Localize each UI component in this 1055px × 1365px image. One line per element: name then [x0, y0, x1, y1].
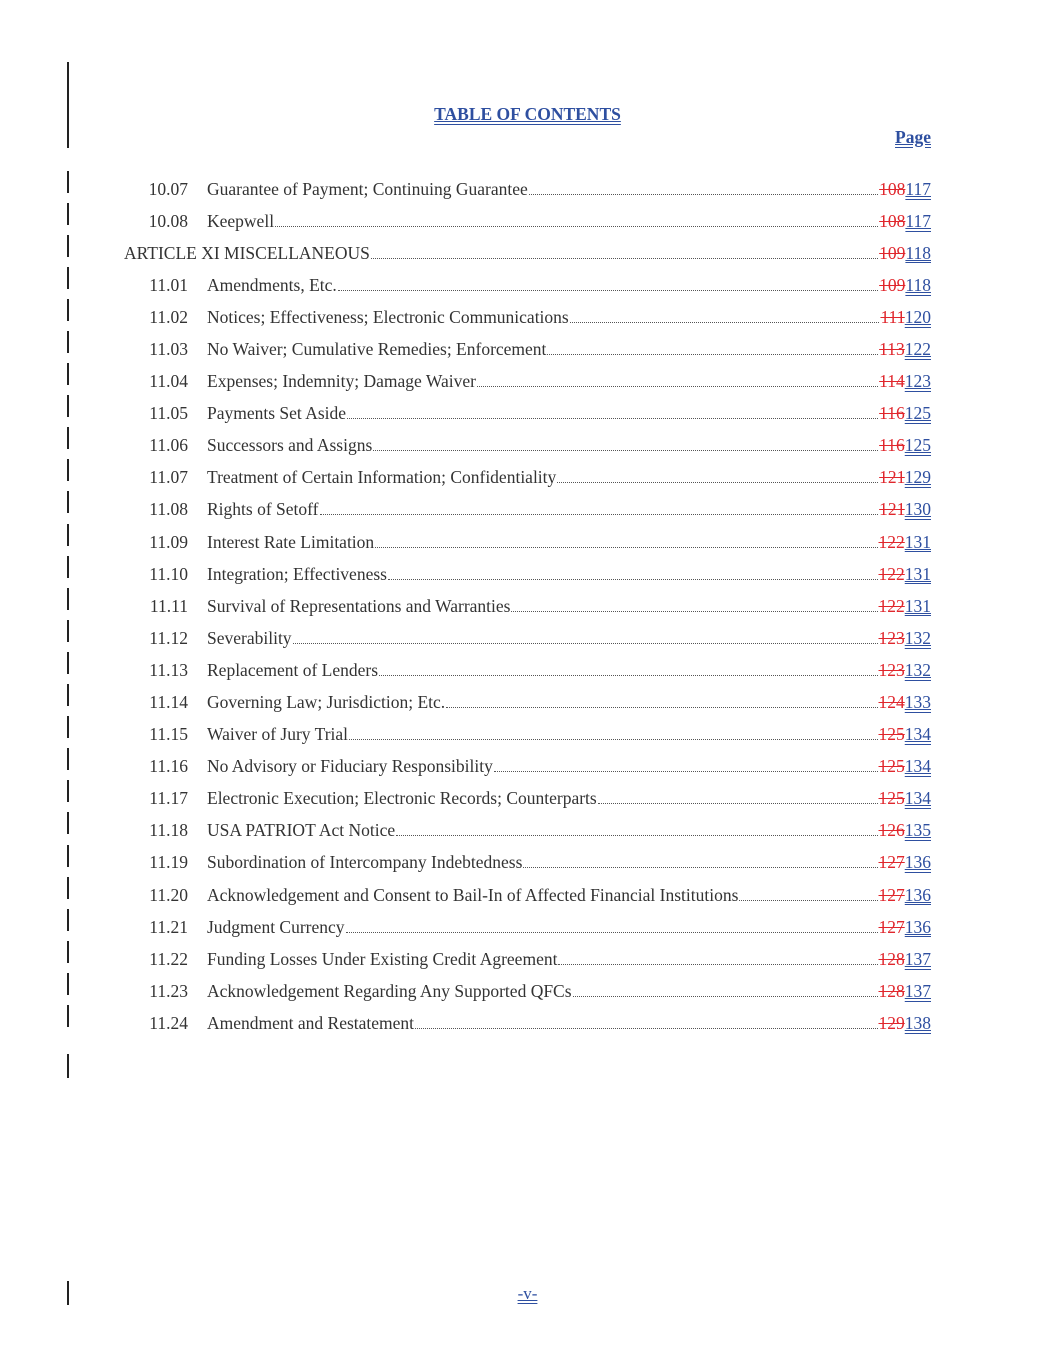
section-number: 11.19 — [149, 852, 188, 873]
page-reference — [879, 178, 931, 200]
section-number: 11.07 — [149, 467, 188, 488]
toc-entry[interactable] — [124, 873, 931, 905]
page-reference — [880, 306, 931, 328]
inserted-page-number: 133 — [904, 692, 931, 712]
section-title: Rights of Setoff — [207, 499, 319, 520]
change-bar — [67, 620, 69, 642]
deleted-page-number: 123 — [878, 659, 905, 680]
dot-leader — [573, 995, 878, 997]
change-bar — [67, 780, 69, 802]
inserted-page-number: 118 — [905, 274, 931, 295]
inserted-page-number: 138 — [904, 1012, 931, 1033]
section-number: 10.08 — [148, 211, 188, 232]
dot-leader — [529, 193, 878, 195]
section-title: Amendment and Restatement — [207, 1012, 415, 1033]
dot-leader — [739, 899, 877, 901]
deleted-page-number: 128 — [878, 980, 905, 1001]
toc-entry[interactable] — [124, 424, 931, 456]
change-bar — [67, 1054, 69, 1078]
page-reference — [879, 274, 931, 296]
deleted-page-number: 122 — [878, 563, 905, 584]
dot-leader — [511, 610, 877, 612]
toc-entry[interactable] — [124, 1002, 931, 1034]
deleted-page-number: 125 — [878, 788, 905, 809]
deleted-page-number: 108 — [879, 179, 906, 200]
change-bar — [67, 395, 69, 417]
section-number: 11.04 — [149, 371, 188, 392]
inserted-page-number: 122 — [904, 338, 931, 359]
deleted-page-number: 129 — [878, 1012, 905, 1033]
toc-entry[interactable] — [124, 938, 931, 970]
page-reference — [879, 819, 932, 841]
toc-entry[interactable] — [124, 360, 931, 392]
inserted-page-number: 132 — [904, 627, 931, 648]
toc-entry[interactable] — [124, 906, 931, 938]
toc-entry[interactable] — [124, 456, 931, 488]
toc-entry[interactable] — [124, 553, 931, 585]
toc-entry[interactable] — [124, 617, 931, 649]
page-reference — [879, 787, 932, 809]
change-bar — [67, 363, 69, 385]
change-bar — [67, 684, 69, 706]
change-bar — [67, 491, 69, 513]
section-title: No Waiver; Cumulative Remedies; Enforcement — [207, 338, 547, 359]
inserted-page-number: 123 — [904, 371, 931, 392]
page-number: -v- — [517, 1284, 538, 1303]
section-number: 11.09 — [149, 531, 188, 552]
section-number: 11.02 — [149, 306, 188, 327]
inserted-page-number: 136 — [904, 884, 931, 905]
section-number: 11.12 — [149, 627, 188, 648]
section-number: 11.10 — [149, 563, 188, 584]
toc-entry[interactable] — [124, 520, 931, 552]
dot-leader — [547, 353, 878, 355]
dot-leader — [320, 513, 879, 515]
section-number: 11.22 — [149, 948, 188, 969]
change-bar — [67, 909, 69, 931]
inserted-page-number: 134 — [904, 724, 931, 745]
deleted-page-number: 121 — [879, 499, 905, 520]
section-title: Funding Losses Under Existing Credit Agreement — [207, 948, 558, 969]
section-title: Successors and Assigns — [207, 435, 373, 456]
dot-leader — [570, 321, 880, 323]
toc-entry[interactable] — [124, 200, 931, 232]
change-bar — [67, 588, 69, 610]
deleted-page-number: 109 — [879, 274, 906, 295]
dot-leader — [415, 1027, 877, 1029]
dot-leader — [338, 289, 878, 291]
change-bar — [67, 941, 69, 963]
change-bar — [67, 427, 69, 449]
deleted-page-number: 127 — [878, 884, 905, 905]
deleted-page-number: 125 — [878, 756, 905, 777]
page-reference — [879, 691, 932, 713]
section-title: Amendments, Etc. — [207, 274, 337, 295]
dot-leader — [375, 546, 877, 548]
toc-entry[interactable] — [124, 488, 931, 520]
inserted-page-number: 118 — [905, 242, 931, 263]
deleted-page-number: 108 — [879, 211, 906, 232]
change-bar — [67, 203, 69, 225]
section-number: 11.20 — [149, 884, 188, 905]
section-title: Judgment Currency — [207, 916, 345, 937]
page-reference — [879, 434, 931, 456]
dot-leader — [598, 802, 878, 804]
change-bar — [67, 235, 69, 257]
section-title: Waiver of Jury Trial — [207, 724, 349, 745]
deleted-page-number: 109 — [879, 242, 906, 263]
deleted-page-number: 128 — [878, 948, 905, 969]
inserted-page-number: 137 — [904, 948, 931, 969]
inserted-page-number: 129 — [904, 467, 931, 488]
page-reference — [879, 1012, 932, 1034]
change-bar — [67, 877, 69, 899]
toc-entry[interactable] — [124, 809, 931, 841]
dot-leader — [558, 963, 877, 965]
section-title: Treatment of Certain Information; Confidentiality — [207, 467, 557, 488]
dot-leader — [275, 225, 878, 227]
page-reference — [879, 595, 932, 617]
change-bar — [67, 845, 69, 867]
dot-leader — [346, 931, 878, 933]
toc-entry[interactable] — [124, 841, 931, 873]
deleted-page-number: 125 — [878, 724, 905, 745]
page-reference — [879, 948, 932, 970]
deleted-page-number: 121 — [879, 467, 905, 488]
section-title: Interest Rate Limitation — [207, 531, 375, 552]
toc-entry[interactable] — [124, 585, 931, 617]
dot-leader — [293, 642, 878, 644]
section-title: Notices; Effectiveness; Electronic Communications — [207, 306, 569, 327]
section-title: Acknowledgement and Consent to Bail-In of Affected Financial Institutions — [207, 884, 739, 905]
toc-entry[interactable] — [124, 745, 931, 777]
toc-list — [124, 168, 931, 1034]
section-number: 11.23 — [149, 980, 188, 1001]
page-reference — [879, 659, 932, 681]
dot-leader — [523, 866, 877, 868]
dot-leader — [379, 674, 877, 676]
deleted-page-number: 116 — [879, 435, 905, 456]
inserted-page-number: 135 — [904, 820, 931, 841]
inserted-page-number: 131 — [904, 563, 931, 584]
deleted-page-number: 123 — [878, 627, 905, 648]
inserted-page-number: 131 — [904, 595, 931, 616]
dot-leader — [396, 834, 877, 836]
toc-entry[interactable] — [124, 168, 931, 200]
section-number: 11.18 — [149, 820, 188, 841]
section-title: No Advisory or Fiduciary Responsibility — [207, 756, 493, 777]
change-bar — [67, 556, 69, 578]
toc-entry[interactable] — [124, 777, 931, 809]
dot-leader — [347, 417, 878, 419]
page-reference — [879, 531, 932, 553]
section-number: 11.08 — [149, 499, 188, 520]
section-title: Electronic Execution; Electronic Records; Counterparts — [207, 788, 597, 809]
toc-entry[interactable] — [124, 392, 931, 424]
dot-leader — [446, 706, 877, 708]
section-title: Integration; Effectiveness — [207, 563, 387, 584]
section-number: 11.14 — [149, 692, 188, 712]
section-number: 11.06 — [149, 435, 188, 456]
inserted-page-number: 137 — [904, 980, 931, 1001]
toc-heading: TABLE OF CONTENTS — [434, 104, 621, 124]
page-column-label: Page — [895, 127, 931, 147]
section-title: Payments Set Aside — [207, 403, 347, 424]
deleted-page-number: 122 — [878, 531, 905, 552]
section-number: 11.17 — [149, 788, 188, 809]
page-reference — [879, 980, 932, 1002]
section-number: 11.13 — [149, 659, 188, 680]
page-reference — [879, 884, 932, 906]
section-number: 10.07 — [148, 179, 188, 200]
toc-entry[interactable] — [124, 264, 931, 296]
change-bar — [67, 973, 69, 995]
section-title: Expenses; Indemnity; Damage Waiver — [207, 371, 476, 392]
inserted-page-number: 125 — [904, 435, 931, 456]
toc-entry[interactable] — [124, 681, 931, 713]
section-title: Keepwell — [207, 211, 275, 232]
dot-leader — [477, 385, 878, 387]
page-reference — [879, 755, 932, 777]
section-number: 11.11 — [149, 595, 188, 616]
page-reference — [879, 851, 932, 873]
dot-leader — [557, 481, 878, 483]
page-reference — [879, 916, 932, 938]
deleted-page-number: 127 — [878, 852, 905, 873]
toc-article-entry[interactable] — [124, 232, 931, 264]
section-title: Survival of Representations and Warranties — [207, 595, 511, 616]
deleted-page-number: 124 — [878, 692, 905, 712]
deleted-page-number: 116 — [879, 403, 905, 424]
dot-leader — [371, 257, 878, 259]
change-bar — [67, 748, 69, 770]
section-number: 11.01 — [149, 274, 188, 295]
section-number: 11.21 — [149, 916, 188, 937]
inserted-page-number: 117 — [905, 179, 931, 200]
section-number: 11.03 — [149, 338, 188, 359]
toc-entry[interactable] — [124, 649, 931, 681]
inserted-page-number: 125 — [904, 403, 931, 424]
deleted-page-number: 126 — [878, 820, 905, 841]
section-title: ARTICLE XI MISCELLANEOUS — [124, 242, 370, 263]
section-title: Guarantee of Payment; Continuing Guarantee — [207, 179, 528, 200]
change-bar — [67, 459, 69, 481]
toc-entry[interactable] — [124, 970, 931, 1002]
inserted-page-number: 132 — [904, 659, 931, 680]
change-bar — [67, 1005, 69, 1027]
deleted-page-number: 114 — [879, 371, 905, 392]
deleted-page-number: 122 — [878, 595, 905, 616]
page-reference — [879, 210, 931, 232]
section-title: USA PATRIOT Act Notice — [207, 820, 396, 841]
section-title: Replacement of Lenders — [207, 659, 379, 680]
change-bar — [67, 812, 69, 834]
dot-leader — [349, 738, 877, 740]
change-bar — [67, 652, 69, 674]
page-reference — [879, 242, 931, 264]
dot-leader — [388, 578, 878, 580]
section-title: Subordination of Intercompany Indebtedness — [207, 852, 523, 873]
section-number: 11.16 — [149, 756, 188, 777]
toc-entry[interactable] — [124, 296, 931, 328]
change-bar — [67, 331, 69, 353]
inserted-page-number: 120 — [904, 306, 931, 327]
page-reference — [879, 498, 931, 520]
page-reference — [879, 370, 931, 392]
section-number: 11.05 — [149, 403, 188, 424]
inserted-page-number: 131 — [904, 531, 931, 552]
inserted-page-number: 134 — [904, 756, 931, 777]
inserted-page-number: 134 — [904, 788, 931, 809]
inserted-page-number: 136 — [904, 852, 931, 873]
inserted-page-number: 136 — [904, 916, 931, 937]
dot-leader — [373, 449, 878, 451]
deleted-page-number: 113 — [879, 338, 905, 359]
section-title: Severability — [207, 627, 292, 648]
change-bar — [67, 267, 69, 289]
toc-entry[interactable] — [124, 713, 931, 745]
section-title: Acknowledgement Regarding Any Supported QFCs — [207, 980, 572, 1001]
page-reference — [879, 402, 931, 424]
page-reference — [879, 627, 932, 649]
inserted-page-number: 117 — [905, 211, 931, 232]
change-bar — [67, 171, 69, 193]
change-bar — [67, 524, 69, 546]
dot-leader — [494, 770, 878, 772]
page-reference — [879, 338, 931, 360]
section-number: 11.24 — [149, 1012, 188, 1033]
inserted-page-number: 130 — [904, 499, 931, 520]
deleted-page-number: 111 — [880, 306, 905, 327]
deleted-page-number: 127 — [878, 916, 905, 937]
page-reference — [879, 563, 932, 585]
toc-entry[interactable] — [124, 328, 931, 360]
section-title: Governing Law; Jurisdiction; Etc. — [207, 692, 446, 712]
page-reference — [879, 466, 931, 488]
section-number: 11.15 — [149, 724, 188, 745]
change-bar — [67, 716, 69, 738]
change-bar — [67, 299, 69, 321]
page-reference — [879, 723, 932, 745]
